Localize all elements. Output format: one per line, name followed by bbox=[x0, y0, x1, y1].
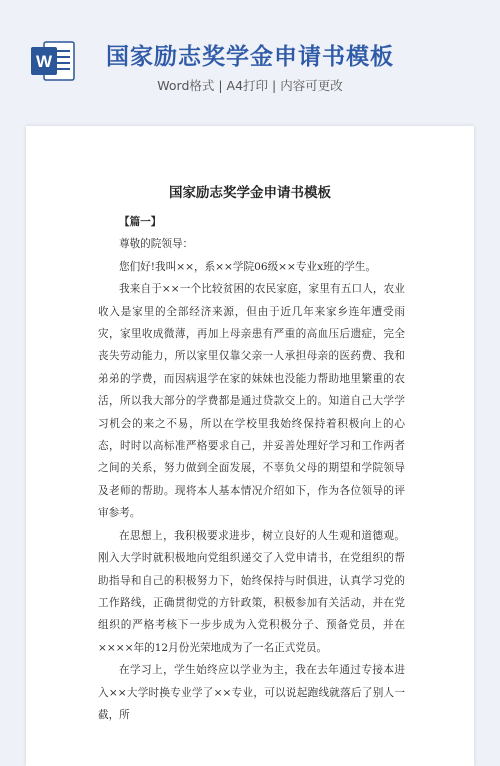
word-icon-letter: W bbox=[35, 52, 53, 71]
page-header bbox=[0, 0, 500, 112]
document-page bbox=[26, 126, 474, 766]
word-document-icon bbox=[30, 40, 76, 82]
page-subtitle: Word格式 | A4打印 | 内容可更改 bbox=[157, 78, 343, 93]
salutation: 尊敬的院领导： bbox=[119, 238, 194, 251]
paragraph-background: 我来自于××一个比较贫困的农民家庭，家里有五口人，农业收入是家里的全部经济来源，但由于近几年来家乡连年遭受雨灾，家里收成微薄，再加上母亲患有严重的高血压后遗症，完全丧失劳动能力，所以家里仅靠父亲一人承担母亲的医药费、我和弟弟的学费，而因病退学在家的妹妹也没能力帮助地里繁重的农活，所以我大部分的学费都是通过贷款交上的。知道自己大学学习机会的来之不易，所以在学校里我始终保持着积极向上的心态，时时以高标准严格要求自己，并妥善处理好学习和工作两者之间的关系，努力做到全面发展，不辜负父母的期望和学院领导及老师的帮助。现将本人基本情况介绍如下，作为各位领导的评审参考。 bbox=[98, 283, 405, 520]
paragraph-greeting: 您们好!我叫××，系××学院06级××专业x班的学生。 bbox=[119, 260, 377, 273]
paragraph-ideology: 在思想上，我积极要求进步，树立良好的人生观和道德观。刚入大学时就积极地向党组织递交了入党申请书，在党组织的帮助指导和自己的积极努力下，始终保持与时俱进，认真学习党的工作路线，正确贯彻党的方针政策，积极参加有关活动，并在党组织的严格考核下一步步成为入党积极分子、预备党员，并在××××年的12月份光荣地成为了一名正式党员。 bbox=[98, 529, 405, 654]
document-body bbox=[98, 211, 405, 726]
document-title: 国家励志奖学金申请书模板 bbox=[169, 185, 331, 201]
section-label: 【篇一】 bbox=[119, 216, 162, 228]
page-title: 国家励志奖学金申请书模板 bbox=[106, 44, 394, 70]
paragraph-study: 在学习上，学生始终应以学业为主，我在去年通过专接本进入××大学时换专业学了××专业，可以说起跑线就落后了别人一截，所 bbox=[98, 664, 405, 721]
